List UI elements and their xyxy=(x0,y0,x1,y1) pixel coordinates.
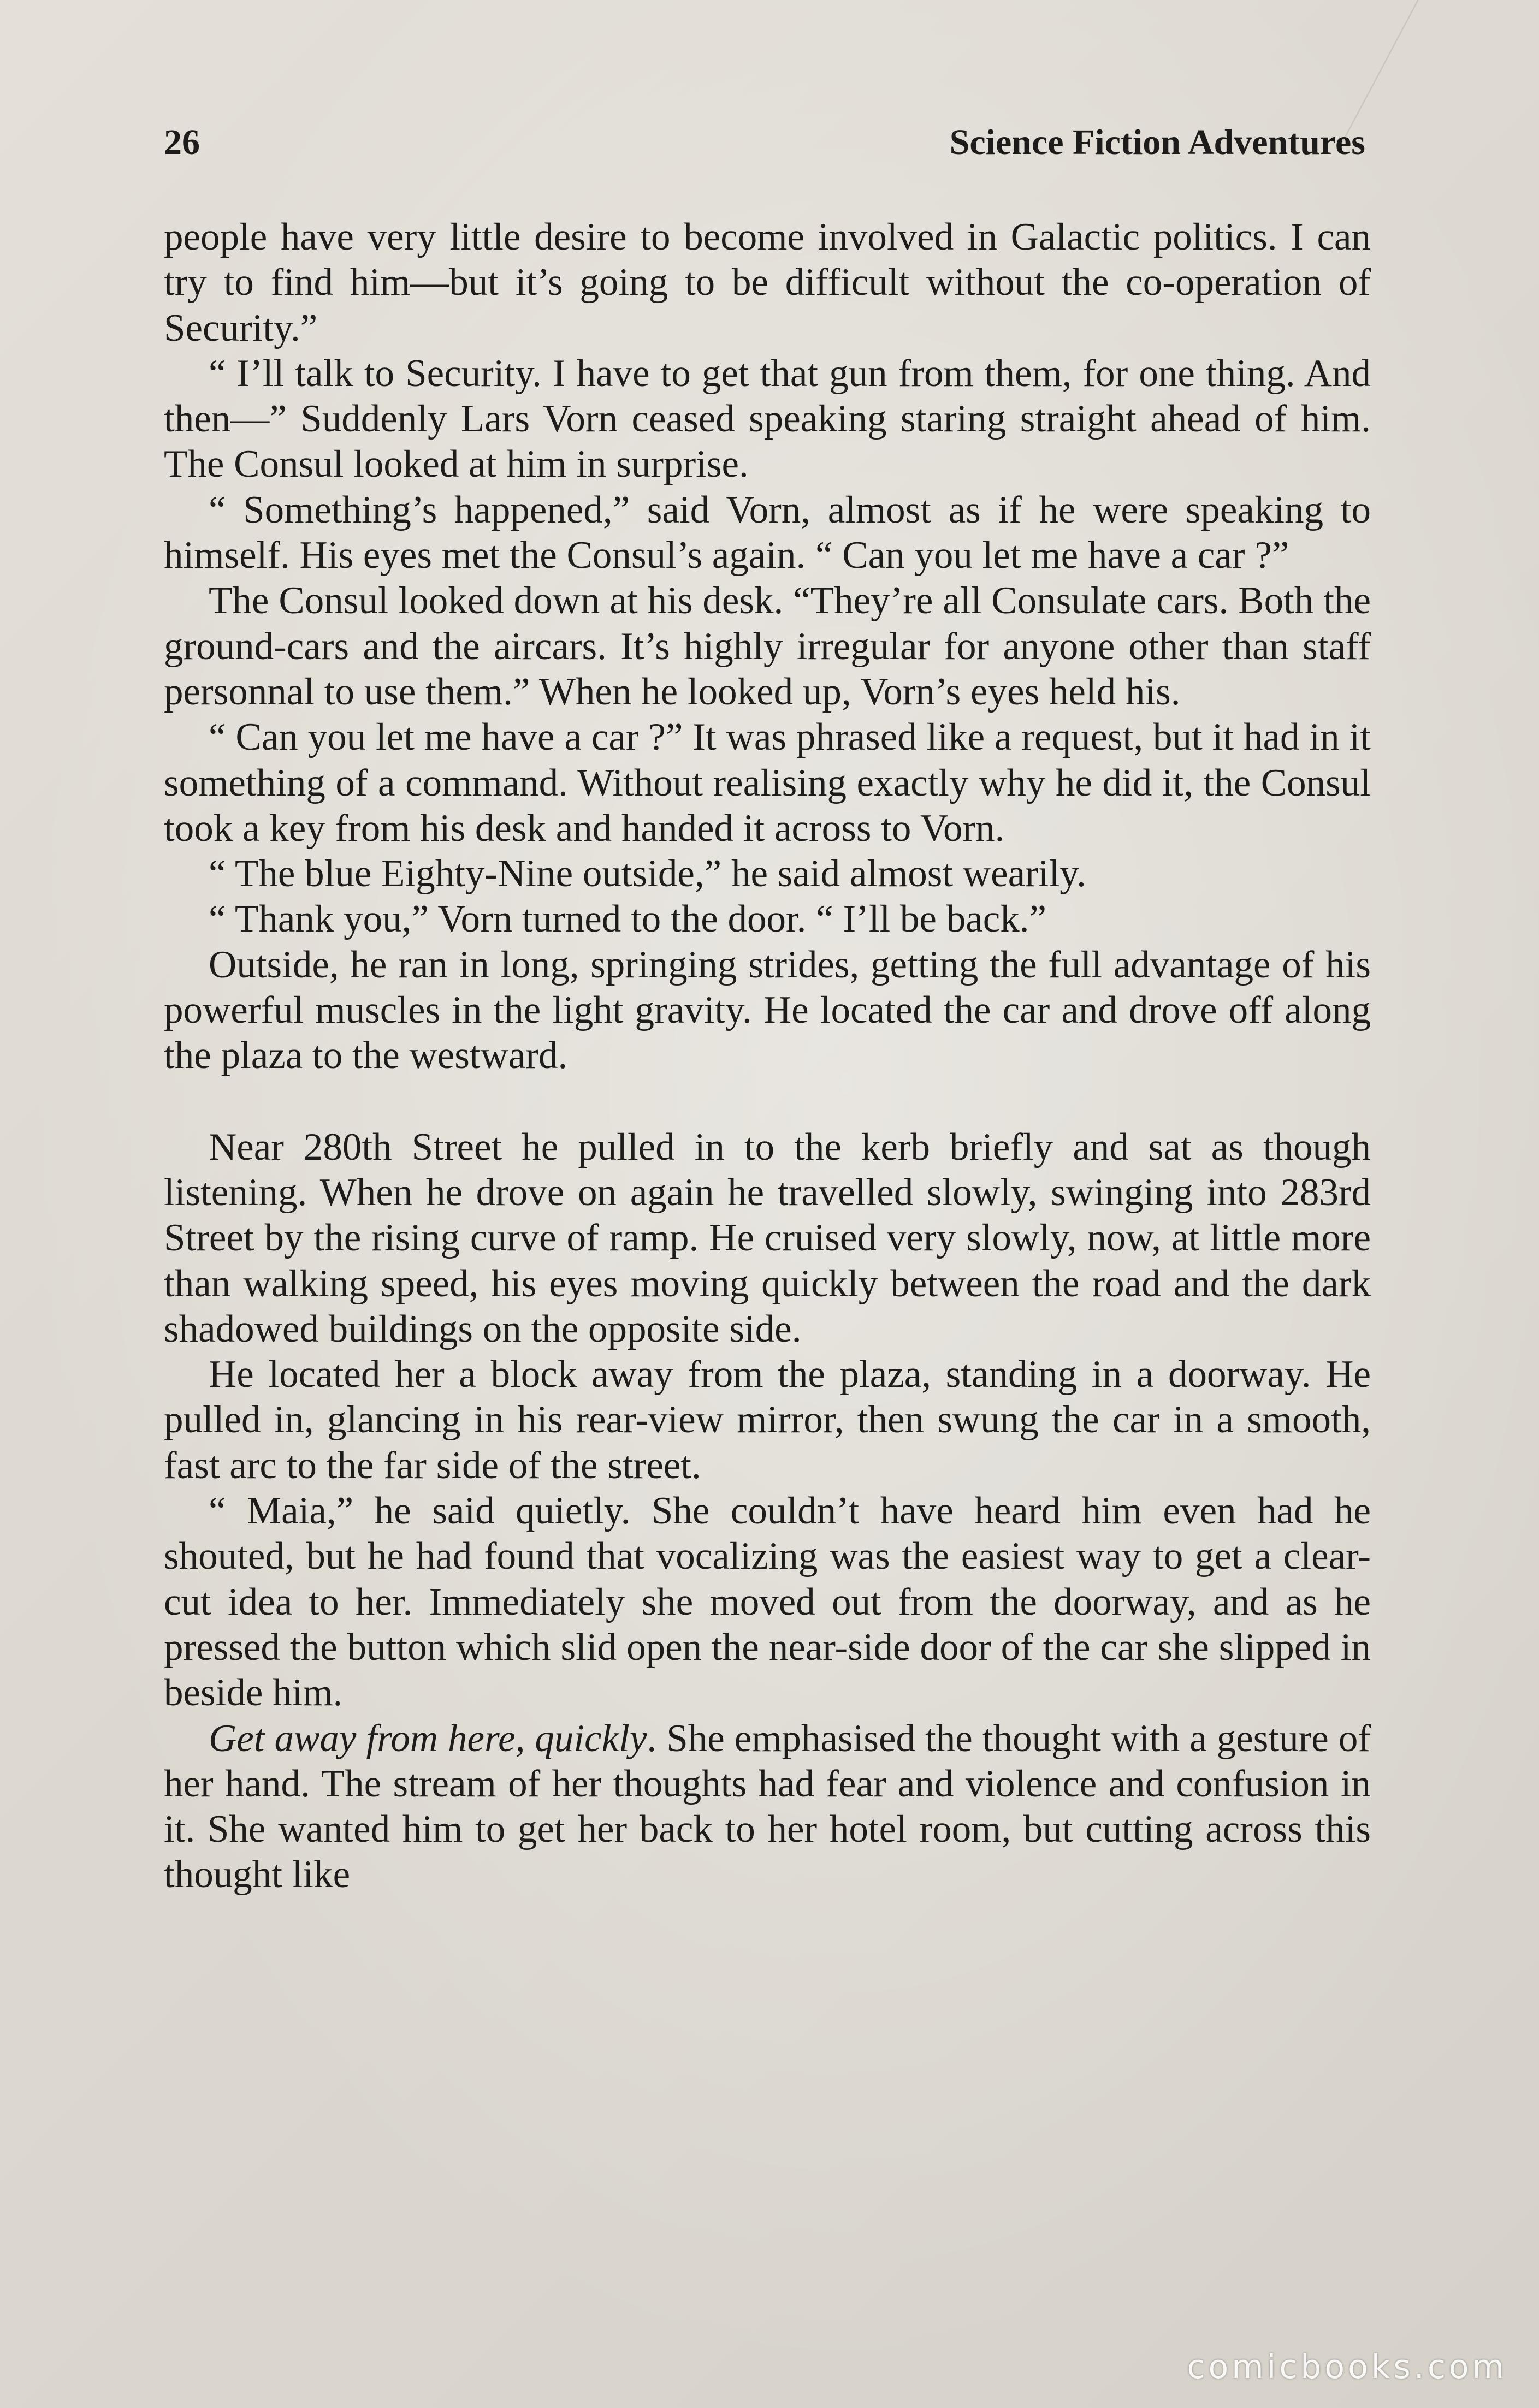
paragraph: “ I’ll talk to Security. I have to get that gun from them, for one thing. And then—” Suddenly Lars Vorn ceased speaking staring straight ahead of him. The Consul looked at him in surprise. xyxy=(164,352,1371,486)
paragraph: “ The blue Eighty-Nine outside,” he said almost wearily. xyxy=(209,852,1086,895)
paragraph xyxy=(164,1716,1371,1898)
paragraph: “ Can you let me have a car ?” It was phrased like a request, but it had in it something of a command. Without realising exactly why he did it, the Consul took a key from his desk and handed it across to Vorn. xyxy=(164,716,1371,850)
paragraph: He located her a block away from the plaza, standing in a doorway. He pulled in, glancing in his rear-view mirror, then swung the car in a smooth, fast arc to the far side of the street. xyxy=(164,1353,1371,1487)
paragraph-text: . She emphasised the thought with a gesture of her hand. The stream of her thoughts had fear and violence and confusion in it. She wanted him to get her back to her hotel room, but cutting across this thought like xyxy=(164,1717,1371,1896)
running-head: Science Fiction Adventures xyxy=(949,122,1365,162)
paragraph: “ Something’s happened,” said Vorn, almost as if he were speaking to himself. His eyes met the Consul’s again. “ Can you let me have a car ?” xyxy=(164,488,1371,577)
paragraph: people have very little desire to become involved in Galactic politics. I can try to find him—but it’s going to be difficult without the co-operation of Security.” xyxy=(164,216,1371,349)
italic-thought: Get away from here, quickly xyxy=(209,1717,647,1760)
text-section-2 xyxy=(164,1125,1371,1898)
page-number: 26 xyxy=(164,122,200,162)
paragraph: “ Maia,” he said quietly. She couldn’t have heard him even had he shouted, but he had found that vocalizing was the easiest way to get a clear-cut idea to her. Immediately she moved out from the doorway, and as he pressed the button which slid open the near-side door of the car she slipped in beside him. xyxy=(164,1490,1371,1715)
paragraph: The Consul looked down at his desk. “They’re all Consulate cars. Both the ground-cars and the aircars. It’s highly irregular for anyone other than staff personnal to use them.” When he looked up, Vorn’s eyes held his. xyxy=(164,579,1371,713)
page-crease xyxy=(1342,0,1539,142)
paragraph: Outside, he ran in long, springing strides, getting the full advantage of his powerful muscles in the light gravity. He located the car and drove off along the plaza to the westward. xyxy=(164,943,1371,1077)
body-text xyxy=(164,215,1371,1898)
watermark: comicbooks.com xyxy=(1187,2348,1507,2386)
paragraph: Near 280th Street he pulled in to the kerb briefly and sat as though listening. When he drove on again he travelled slowly, swinging into 283rd Street by the rising curve of ramp. He cruised very slowly, now, at little more than walking speed, his eyes moving quickly between the road and the dark shadowed buildings on the opposite side. xyxy=(164,1125,1371,1350)
text-section-1 xyxy=(164,215,1371,1079)
paragraph: “ Thank you,” Vorn turned to the door. “ I’ll be back.” xyxy=(209,898,1046,941)
